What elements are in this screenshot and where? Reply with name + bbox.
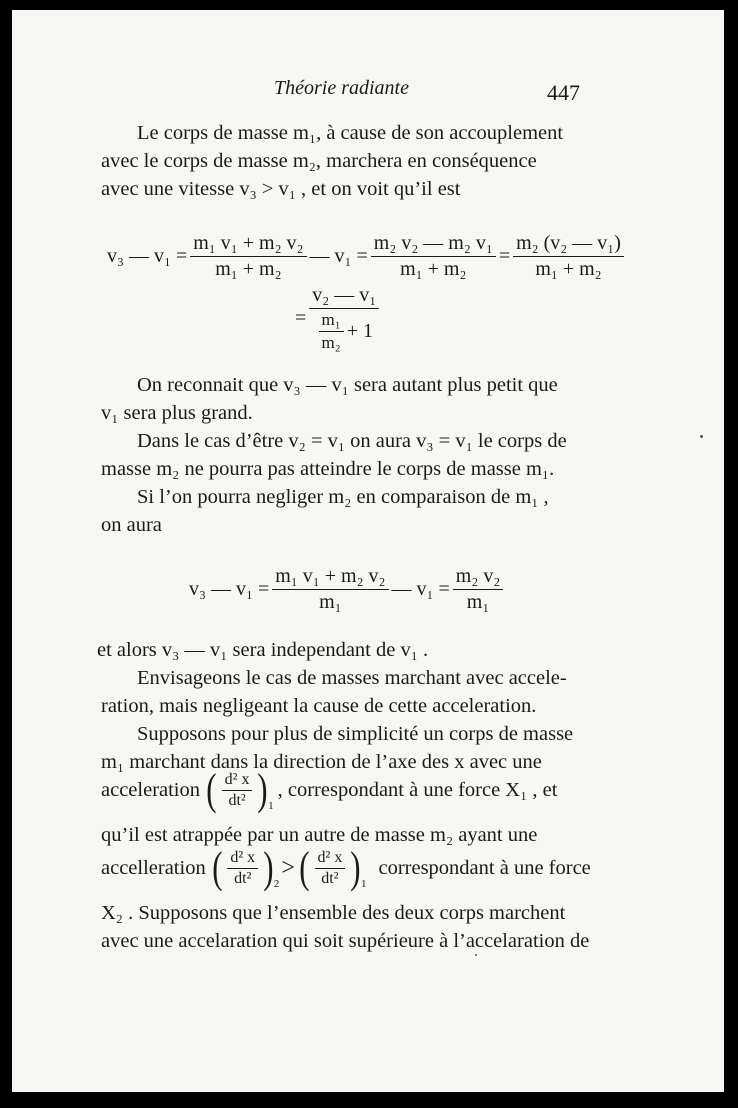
text-line: Dans le cas d’être v₂ = v₁ on aura v₃ = v₁ le corps de	[137, 430, 567, 452]
fraction-denominator: m₂	[321, 333, 341, 352]
page-number: 447	[547, 80, 580, 105]
fraction-numerator: m₁ v₁ + m₂ v₂	[190, 232, 306, 257]
text-line: et alors v₃ — v₁ sera independant de v₁ .	[97, 639, 429, 661]
text-line: X₂ . Supposons que l’ensemble des deux corps marchent	[101, 902, 566, 924]
text-line: avec le corps de masse m₂, marchera en conséquence	[101, 150, 537, 172]
document-page	[12, 10, 724, 1092]
text-line: m₁ marchant dans la direction de l’axe des x avec une	[101, 751, 542, 773]
equals-sign: =	[295, 307, 307, 329]
text-segment: , correspondant à une force X₁ , et	[277, 778, 558, 801]
text-segment: acceleration	[101, 778, 201, 801]
equation-term: + 1	[346, 320, 373, 342]
paren-close: )	[350, 843, 361, 892]
print-speck	[700, 435, 703, 438]
fraction-denominator: m₁ + m₂	[535, 258, 602, 280]
fraction-numerator: m₂ v₂	[453, 565, 504, 590]
text-line: masse m₂ ne pourra pas atteindre le corps de masse m₁.	[101, 458, 555, 480]
fraction-denominator: m₁ + m₂	[400, 258, 467, 280]
fraction	[190, 232, 306, 281]
fraction	[453, 565, 504, 614]
subscript: 2	[273, 878, 280, 890]
equation-term: — v₁ =	[391, 578, 450, 600]
text-segment: accelleration	[101, 856, 206, 879]
fraction-denominator: dt²	[234, 869, 252, 887]
fraction-numerator: d² x	[222, 771, 253, 791]
fraction	[513, 232, 624, 281]
text-line: qu’il est atrappée par un autre de masse m₂ ayant une	[101, 824, 538, 846]
text-line-with-derivatives	[101, 843, 591, 892]
subscript: 1	[360, 878, 367, 890]
fraction-denominator	[313, 309, 376, 353]
paren-open: (	[211, 843, 223, 892]
fraction	[272, 565, 388, 614]
subscript: 1	[268, 800, 274, 812]
fraction-denominator: dt²	[321, 869, 339, 887]
inner-fraction	[319, 310, 344, 353]
fraction-numerator: v₂ — v₁	[309, 284, 379, 309]
equation-2	[189, 565, 506, 614]
paren-open: (	[206, 765, 217, 814]
fraction-numerator: d² x	[227, 849, 258, 869]
fraction-denominator: dt²	[228, 791, 246, 809]
fraction-numerator: m₁ v₁ + m₂ v₂	[272, 565, 388, 590]
greater-than-sign: >	[281, 854, 295, 881]
text-line: Si l’on pourra negliger m₂ en comparaison de m₁ ,	[137, 486, 549, 508]
fraction	[371, 232, 496, 281]
paren-close: )	[263, 843, 274, 892]
compound-fraction	[309, 284, 379, 353]
derivative-fraction	[315, 849, 346, 888]
text-line: Le corps de masse m₁, à cause de son accouplement	[137, 122, 564, 144]
text-line: On reconnait que v₃ — v₁ sera autant plus petit que	[137, 374, 558, 396]
paren-open: (	[299, 843, 310, 892]
text-line-with-derivative	[101, 765, 558, 814]
text-line: ration, mais negligeant la cause de cette acceleration.	[101, 695, 537, 717]
fraction-numerator: m₁	[319, 310, 344, 332]
derivative-fraction	[227, 849, 258, 888]
running-header-title: Théorie radiante	[274, 77, 409, 99]
derivative-fraction	[222, 771, 253, 810]
fraction-numerator: d² x	[315, 849, 346, 869]
fraction-numerator: m₂ (v₂ — v₁)	[513, 232, 624, 257]
text-line: avec une vitesse v₃ > v₁ , et on voit qu’il est	[101, 178, 461, 200]
paren-close: )	[257, 765, 268, 814]
print-speck	[475, 954, 477, 956]
equation-lhs: v₃ — v₁ =	[189, 578, 270, 600]
equation-term: — v₁ =	[309, 245, 368, 267]
text-line: avec une accelaration qui soit supérieure à l’accelaration de	[101, 930, 590, 952]
equation-1-row-1	[107, 232, 627, 281]
text-segment: correspondant à une force	[378, 856, 591, 879]
text-line: Envisageons le cas de masses marchant avec accele-	[137, 667, 567, 689]
equation-1-row-2	[295, 284, 382, 353]
fraction-numerator: m₂ v₂ — m₂ v₁	[371, 232, 496, 257]
text-line: v₁ sera plus grand.	[101, 402, 253, 424]
text-line: Supposons pour plus de simplicité un corps de masse	[137, 723, 574, 745]
equation-lhs: v₃ — v₁ =	[107, 245, 188, 267]
fraction-denominator: m₁ + m₂	[215, 258, 282, 280]
equals-sign: =	[498, 245, 511, 267]
fraction-denominator: m₁	[466, 591, 490, 613]
fraction-denominator: m₁	[319, 591, 342, 613]
text-line: on aura	[101, 514, 162, 536]
